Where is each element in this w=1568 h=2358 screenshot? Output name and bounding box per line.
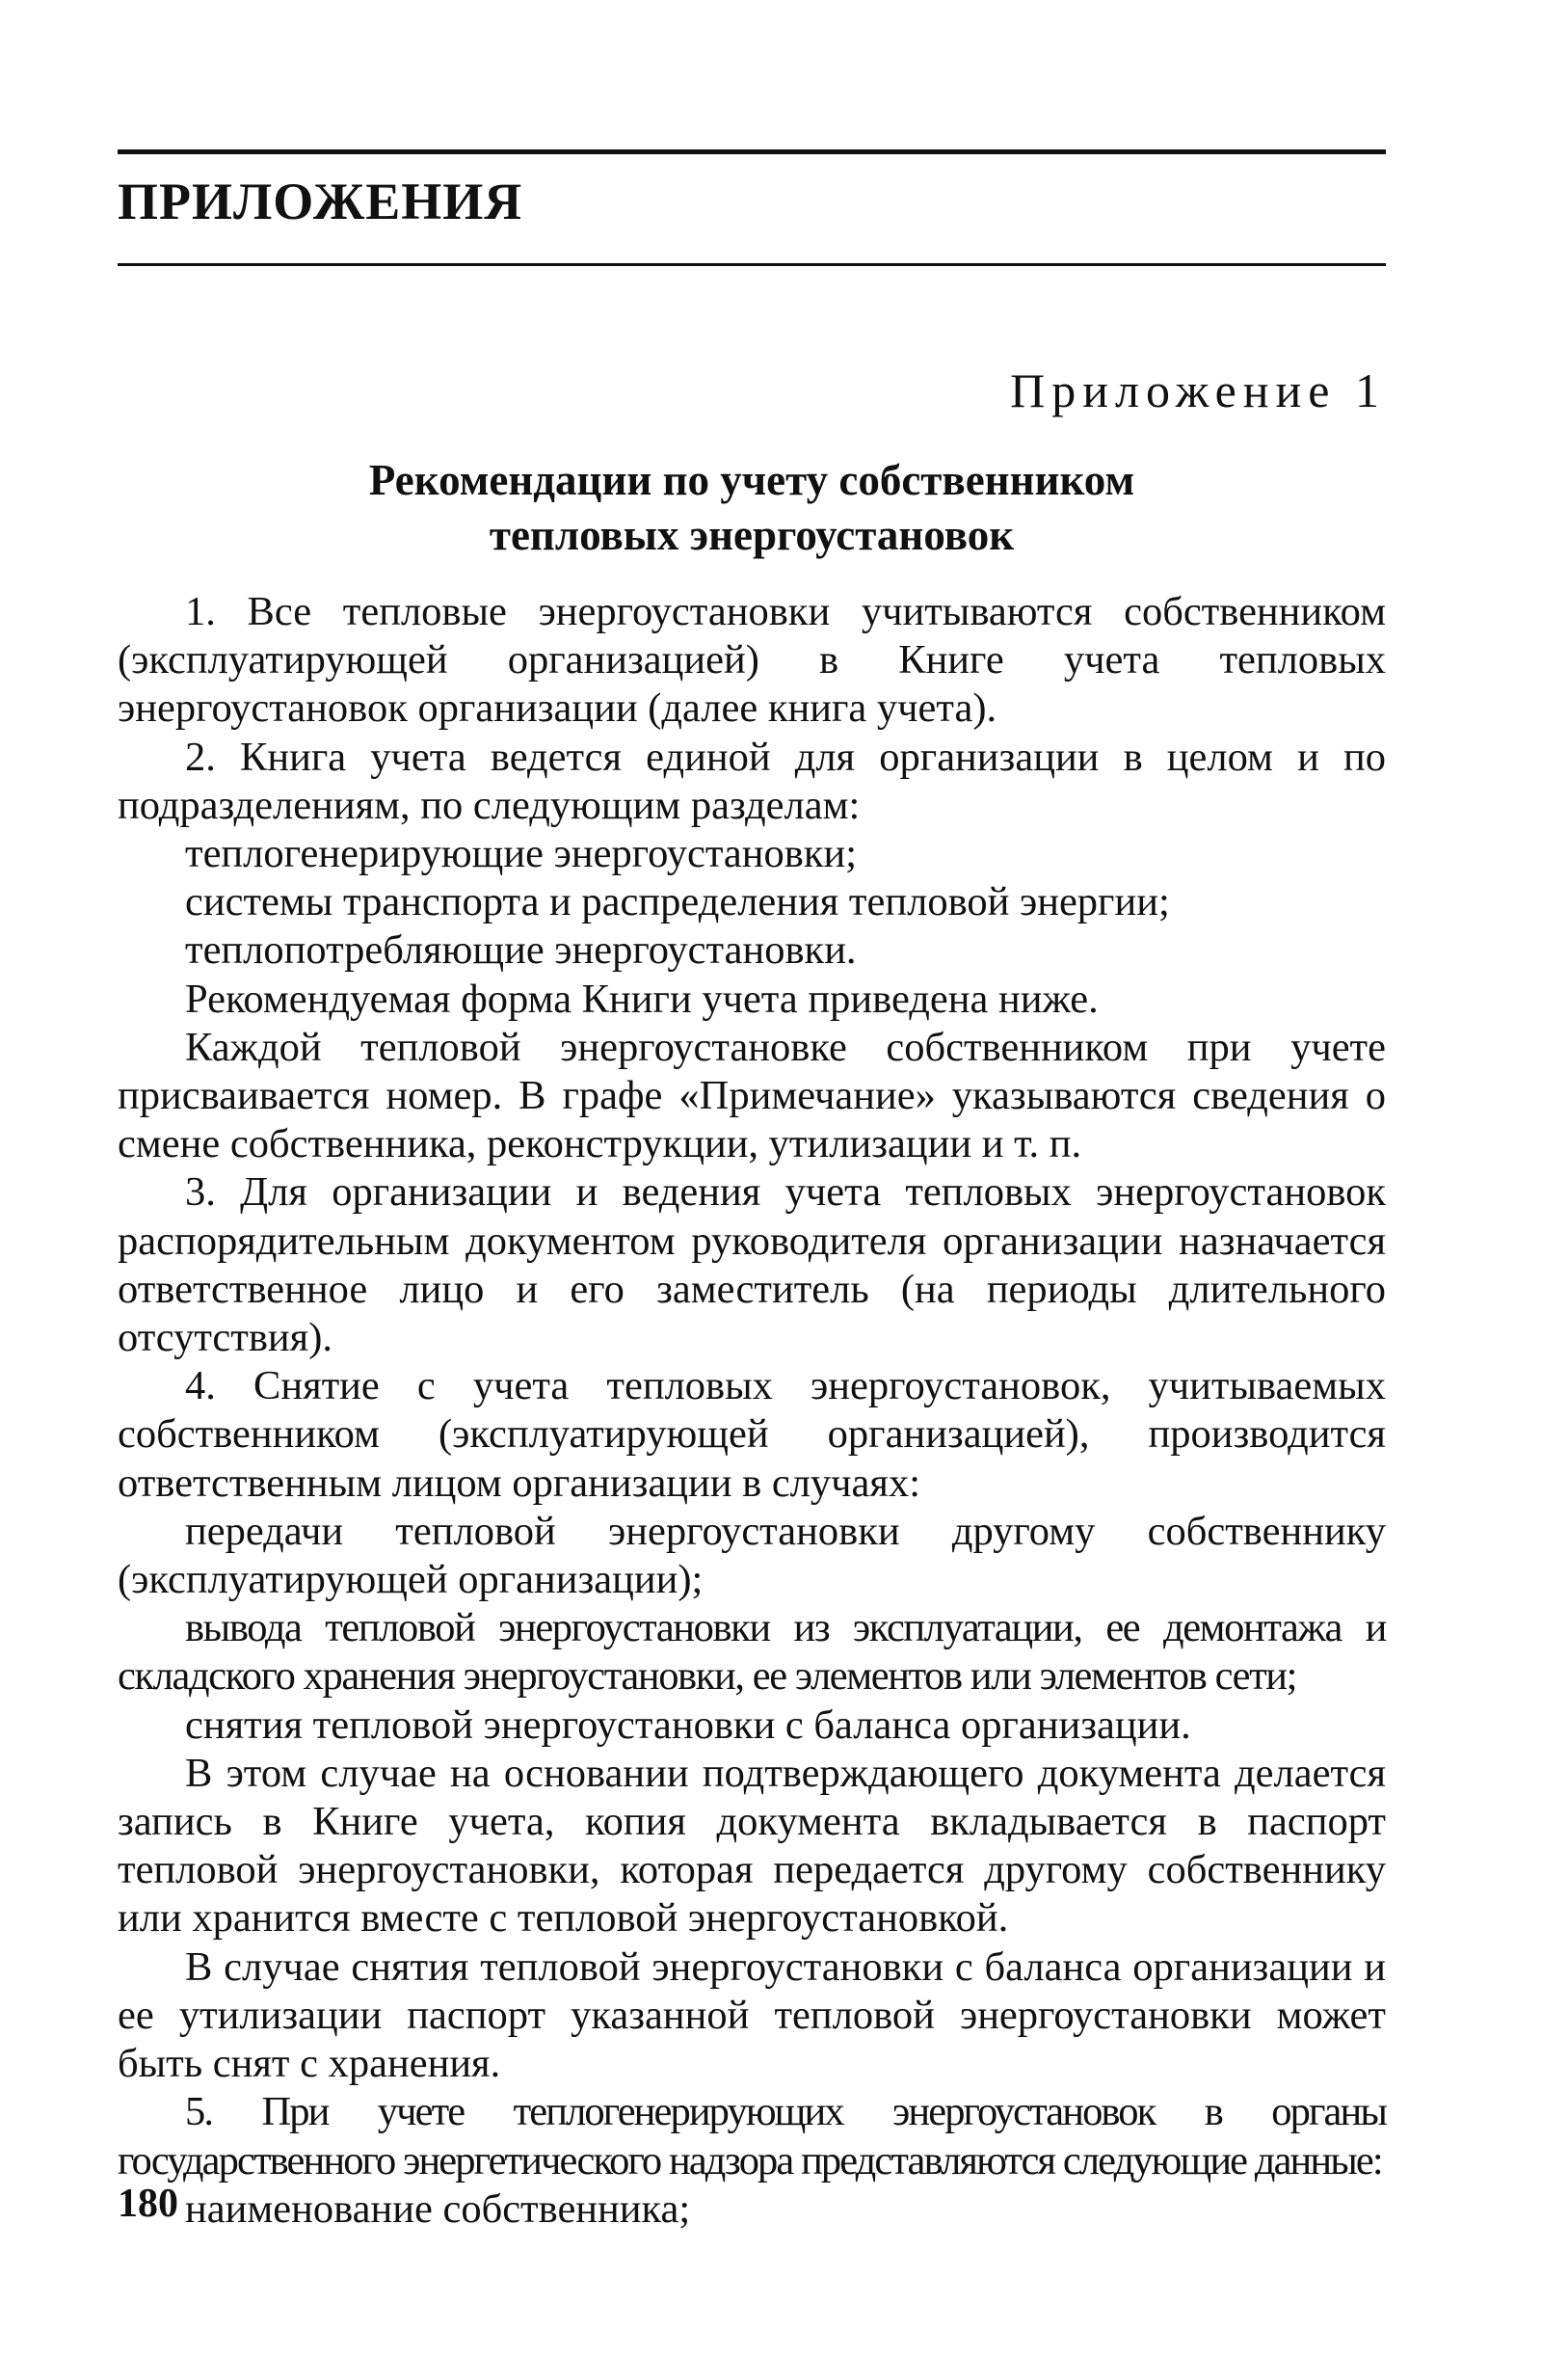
list-item: вывода тепловой энергоустановки из эксплуатации, ее демонтажа и складского хранения энергоустановки, ее элементов или элементов сети; <box>118 1605 1386 1700</box>
paragraph-3: 3. Для организации и ведения учета тепловых энергоустановок распорядительным документом руководителя организации назначается ответственное лицо и его заместитель (на периоды длительного отсутствия). <box>118 1169 1386 1361</box>
header-bottom-rule <box>118 263 1386 266</box>
header-top-rule <box>118 149 1386 154</box>
list-item: теплогенерирующие энергоустановки; <box>185 831 858 877</box>
document-title <box>118 453 1386 563</box>
paragraph-4: 4. Снятие с учета тепловых энергоустановок, учитываемых собственником (эксплуатирующей организацией), производится ответственным лицом организации в случаях: <box>118 1363 1386 1506</box>
paragraph-record: В этом случае на основании подтверждающего документа делается запись в Книге учета, копия документа вкладывается в паспорт тепловой энергоустановки, которая передается другому собственнику или хранится вместе с тепловой энергоустановкой. <box>118 1750 1386 1942</box>
list-item: снятия тепловой энергоустановки с баланса организации. <box>185 1702 1191 1748</box>
paragraph-5: 5. При учете теплогенерирующих энергоустановок в органы государственного энергетического надзора представляются следующие данные: <box>118 2089 1386 2184</box>
list-item: передачи тепловой энергоустановки другому собственнику (эксплуатирующей организации); <box>118 1508 1386 1603</box>
paragraph-2: 2. Книга учета ведется единой для организации в целом и по подразделениям, по следующим разделам: <box>118 734 1386 828</box>
paragraph-disposal: В случае снятия тепловой энергоустановки с баланса организации и ее утилизации паспорт указанной тепловой энергоустановки может быть снят с хранения. <box>118 1943 1386 2087</box>
body-text <box>118 588 1386 2234</box>
paragraph-form-note: Рекомендуемая форма Книги учета приведена ниже. <box>185 976 1099 1022</box>
paragraph-numbering: Каждой тепловой энергоустановке собственником при учете присваивается номер. В графе «Примечание» указываются сведения о смене собственника, реконструкции, утилизации и т. п. <box>118 1024 1386 1167</box>
document-title-line-2: тепловых энергоустановок <box>489 511 1015 559</box>
list-item: теплопотребляющие энергоустановки. <box>185 927 857 974</box>
section-title: ПРИЛОЖЕНИЯ <box>118 173 523 230</box>
list-item: системы транспорта и распределения тепловой энергии; <box>185 879 1170 925</box>
list-item: наименование собственника; <box>185 2185 691 2232</box>
appendix-label: Приложение 1 <box>1010 363 1386 417</box>
document-title-line-1: Рекомендации по учету собственником <box>368 456 1135 504</box>
paragraph-1: 1. Все тепловые энергоустановки учитываются собственником (эксплуатирующей организацией) в Книге учета тепловых энергоустановок организации (далее книга учета). <box>118 589 1386 732</box>
page-number: 180 <box>118 2182 178 2226</box>
